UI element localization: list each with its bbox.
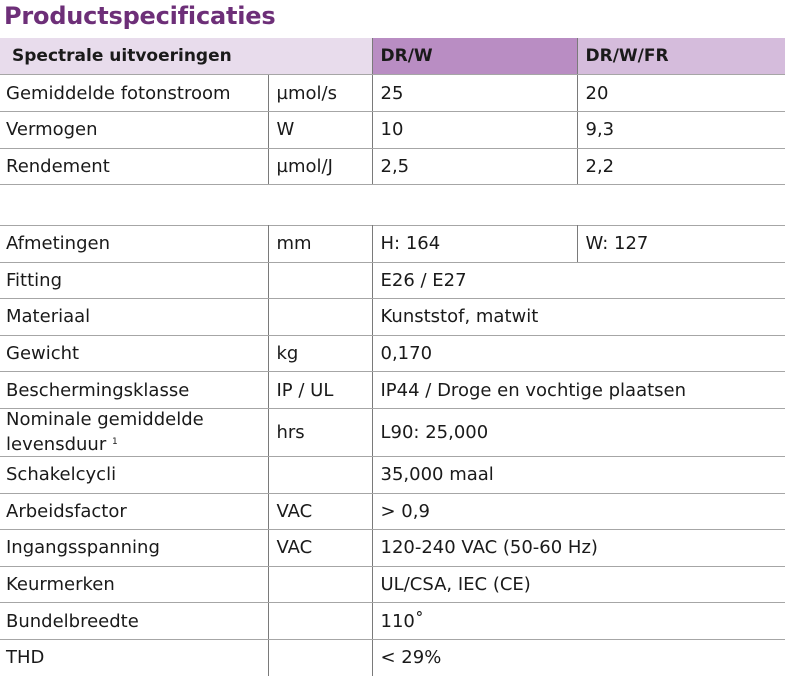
row-unit [268,639,372,676]
row-unit: VAC [268,493,372,530]
row-unit: IP / UL [268,372,372,409]
row-unit: W [268,111,372,148]
row-label: Gewicht [0,335,268,372]
column-header-drw: DR/W [372,38,577,75]
row-value-drwfr: 2,2 [577,148,785,185]
dimension-height: H: 164 [372,226,577,263]
table-row [0,262,785,299]
dimension-width: W: 127 [577,226,785,263]
table-row [0,111,785,148]
row-value: L90: 25,000 [372,408,785,456]
row-value: 110˚ [372,603,785,640]
row-value: 0,170 [372,335,785,372]
row-value: IP44 / Droge en vochtige plaatsen [372,372,785,409]
table-row [0,456,785,493]
row-label: Materiaal [0,299,268,336]
spectral-table [0,38,785,185]
row-label: Afmetingen [0,226,268,263]
table-row [0,639,785,676]
row-value-drwfr: 20 [577,75,785,112]
table-row [0,299,785,336]
table-row [0,493,785,530]
row-unit [268,299,372,336]
spectral-header-row [0,38,785,75]
column-header-drwfr: DR/W/FR [577,38,785,75]
table-row-lifetime [0,408,785,456]
row-value: > 0,9 [372,493,785,530]
row-label: Beschermingsklasse [0,372,268,409]
row-value-drwfr: 9,3 [577,111,785,148]
table-row [0,372,785,409]
row-label: Bundelbreedte [0,603,268,640]
row-unit: µmol/J [268,148,372,185]
lifetime-label-line1: Nominale gemiddelde [6,408,204,430]
table-row [0,335,785,372]
row-label: Vermogen [0,111,268,148]
row-value-drw: 25 [372,75,577,112]
table-row [0,75,785,112]
row-label: Rendement [0,148,268,185]
row-unit: VAC [268,530,372,567]
row-label: Fitting [0,262,268,299]
table-row [0,530,785,567]
row-value: 35,000 maal [372,456,785,493]
footnote-marker: 1 [111,436,118,447]
row-unit: mm [268,226,372,263]
row-label: Gemiddelde fotonstroom [0,75,268,112]
lifetime-label-line2: levensduur [6,433,107,455]
row-value: 120-240 VAC (50-60 Hz) [372,530,785,567]
row-value: UL/CSA, IEC (CE) [372,566,785,603]
table-row-dimensions [0,226,785,263]
row-unit [268,603,372,640]
row-unit: kg [268,335,372,372]
page-title: Productspecificaties [4,2,276,30]
row-value: E26 / E27 [372,262,785,299]
table-row [0,148,785,185]
general-specs-table [0,225,785,676]
spectral-header-label: Spectrale uitvoeringen [0,38,372,75]
row-value: < 29% [372,639,785,676]
row-label: THD [6,647,45,669]
row-label-lifetime [0,408,268,456]
row-label: Arbeidsfactor [0,493,268,530]
row-value-drw: 2,5 [372,148,577,185]
table-row [0,566,785,603]
row-label: Ingangsspanning [0,530,268,567]
row-label: Schakelcycli [0,456,268,493]
table-row [0,603,785,640]
row-unit [268,456,372,493]
row-unit [268,262,372,299]
row-unit: hrs [268,408,372,456]
row-value-drw: 10 [372,111,577,148]
row-value: Kunststof, matwit [372,299,785,336]
row-unit [268,566,372,603]
row-label: Keurmerken [0,566,268,603]
row-unit: µmol/s [268,75,372,112]
